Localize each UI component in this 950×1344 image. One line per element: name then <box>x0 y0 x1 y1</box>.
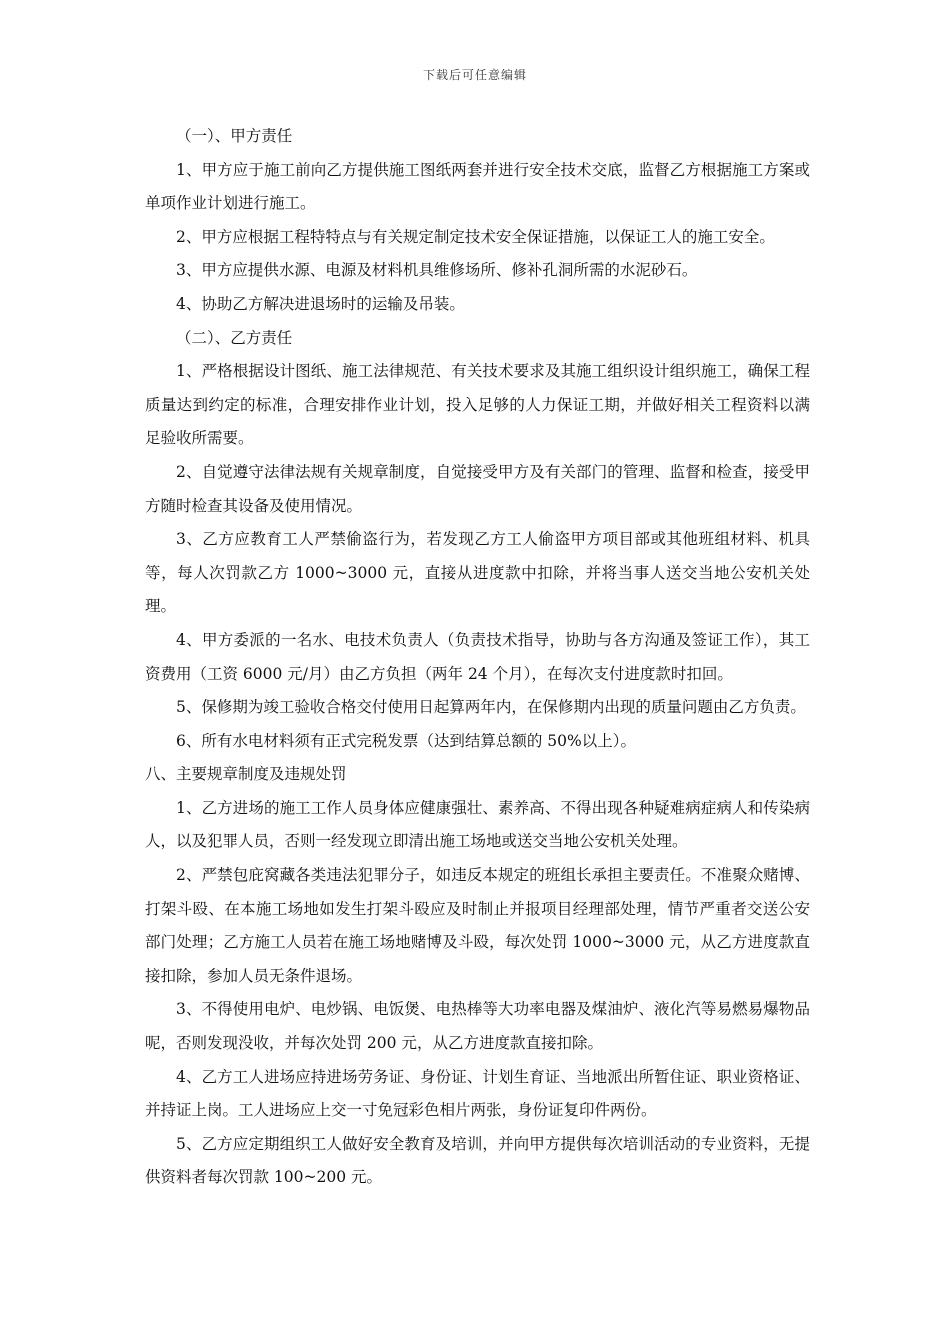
rule-2: 2、严禁包庇窝藏各类违法犯罪分子，如违反本规定的班组长承担主要责任。不准聚众赌博、打架斗殴、在本施工场地如发生打架斗殴应及时制止并报项目经理部处理，情节严重者交送公安部门处理；乙方施工人员若在施工场地赌博及斗殴，每次处罚 1000~3000 元，从乙方进度款直接扣除，参加人员无条件退场。 <box>145 866 810 985</box>
rule-1: 1、乙方进场的施工工作人员身体应健康强壮、素养高、不得出现各种疑难病症病人和传染病人，以及犯罪人员，否则一经发现立即清出施工场地或送交当地公安机关处理。 <box>145 798 810 851</box>
section-heading-rules: 八、主要规章制度及违规处罚 <box>145 765 347 784</box>
clause-a-1: 1、甲方应于施工前向乙方提供施工图纸两套并进行安全技术交底，监督乙方根据施工方案或单项作业计划进行施工。 <box>145 160 810 213</box>
clause-b-3: 3、乙方应教育工人严禁偷盗行为，若发现乙方工人偷盗甲方项目部或其他班组材料、机具等，每人次罚款乙方 1000~3000 元，直接从进度款中扣除，并将当事人送交当地公安机关处理。 <box>145 530 810 616</box>
section-heading-party-b: （二）、乙方责任 <box>176 328 293 347</box>
clause-b-4: 4、甲方委派的一名水、电技术负责人（负责技术指导，协助与各方沟通及签证工作），其工资费用（工资 6000 元/月）由乙方负担（两年 24 个月），在每次支付进度款时扣回。 <box>145 630 810 683</box>
rule-4: 4、乙方工人进场应持进场劳务证、身份证、计划生育证、当地派出所暂住证、职业资格证、并持证上岗。工人进场应上交一寸免冠彩色相片两张，身份证复印件两份。 <box>145 1067 810 1120</box>
document-body <box>145 120 810 1195</box>
clause-b-1: 1、严格根据设计图纸、施工法律规范、有关技术要求及其施工组织设计组织施工，确保工程质量达到约定的标准，合理安排作业计划，投入足够的人力保证工期，并做好相关工程资料以满足验收所需要。 <box>145 362 810 448</box>
clause-a-4: 4、协助乙方解决进退场时的运输及吊装。 <box>176 294 465 313</box>
clause-a-3: 3、甲方应提供水源、电源及材料机具维修场所、修补孔洞所需的水泥砂石。 <box>176 261 698 280</box>
clause-b-6: 6、所有水电材料须有正式完税发票（达到结算总额的 50%以上）。 <box>176 731 636 750</box>
clause-a-2: 2、甲方应根据工程特特点与有关规定制定技术安全保证措施，以保证工人的施工安全。 <box>176 227 775 246</box>
section-heading-party-a: （一）、甲方责任 <box>176 127 293 145</box>
rule-3: 3、不得使用电炉、电炒锅、电饭煲、电热棒等大功率电器及煤油炉、液化汽等易燃易爆物品呢，否则发现没收，并每次处罚 200 元，从乙方进度款直接扣除。 <box>145 1000 810 1053</box>
clause-b-2: 2、自觉遵守法律法规有关规章制度，自觉接受甲方及有关部门的管理、监督和检查，接受甲方随时检查其设备及使用情况。 <box>145 462 810 515</box>
page-header: 下载后可任意编辑 <box>422 68 527 82</box>
clause-b-5: 5、保修期为竣工验收合格交付使用日起算两年内，在保修期内出现的质量问题由乙方负责。 <box>176 698 806 717</box>
rule-5: 5、乙方应定期组织工人做好安全教育及培训，并向甲方提供每次培训活动的专业资料，无提供资料者每次罚款 100~200 元。 <box>145 1134 810 1187</box>
